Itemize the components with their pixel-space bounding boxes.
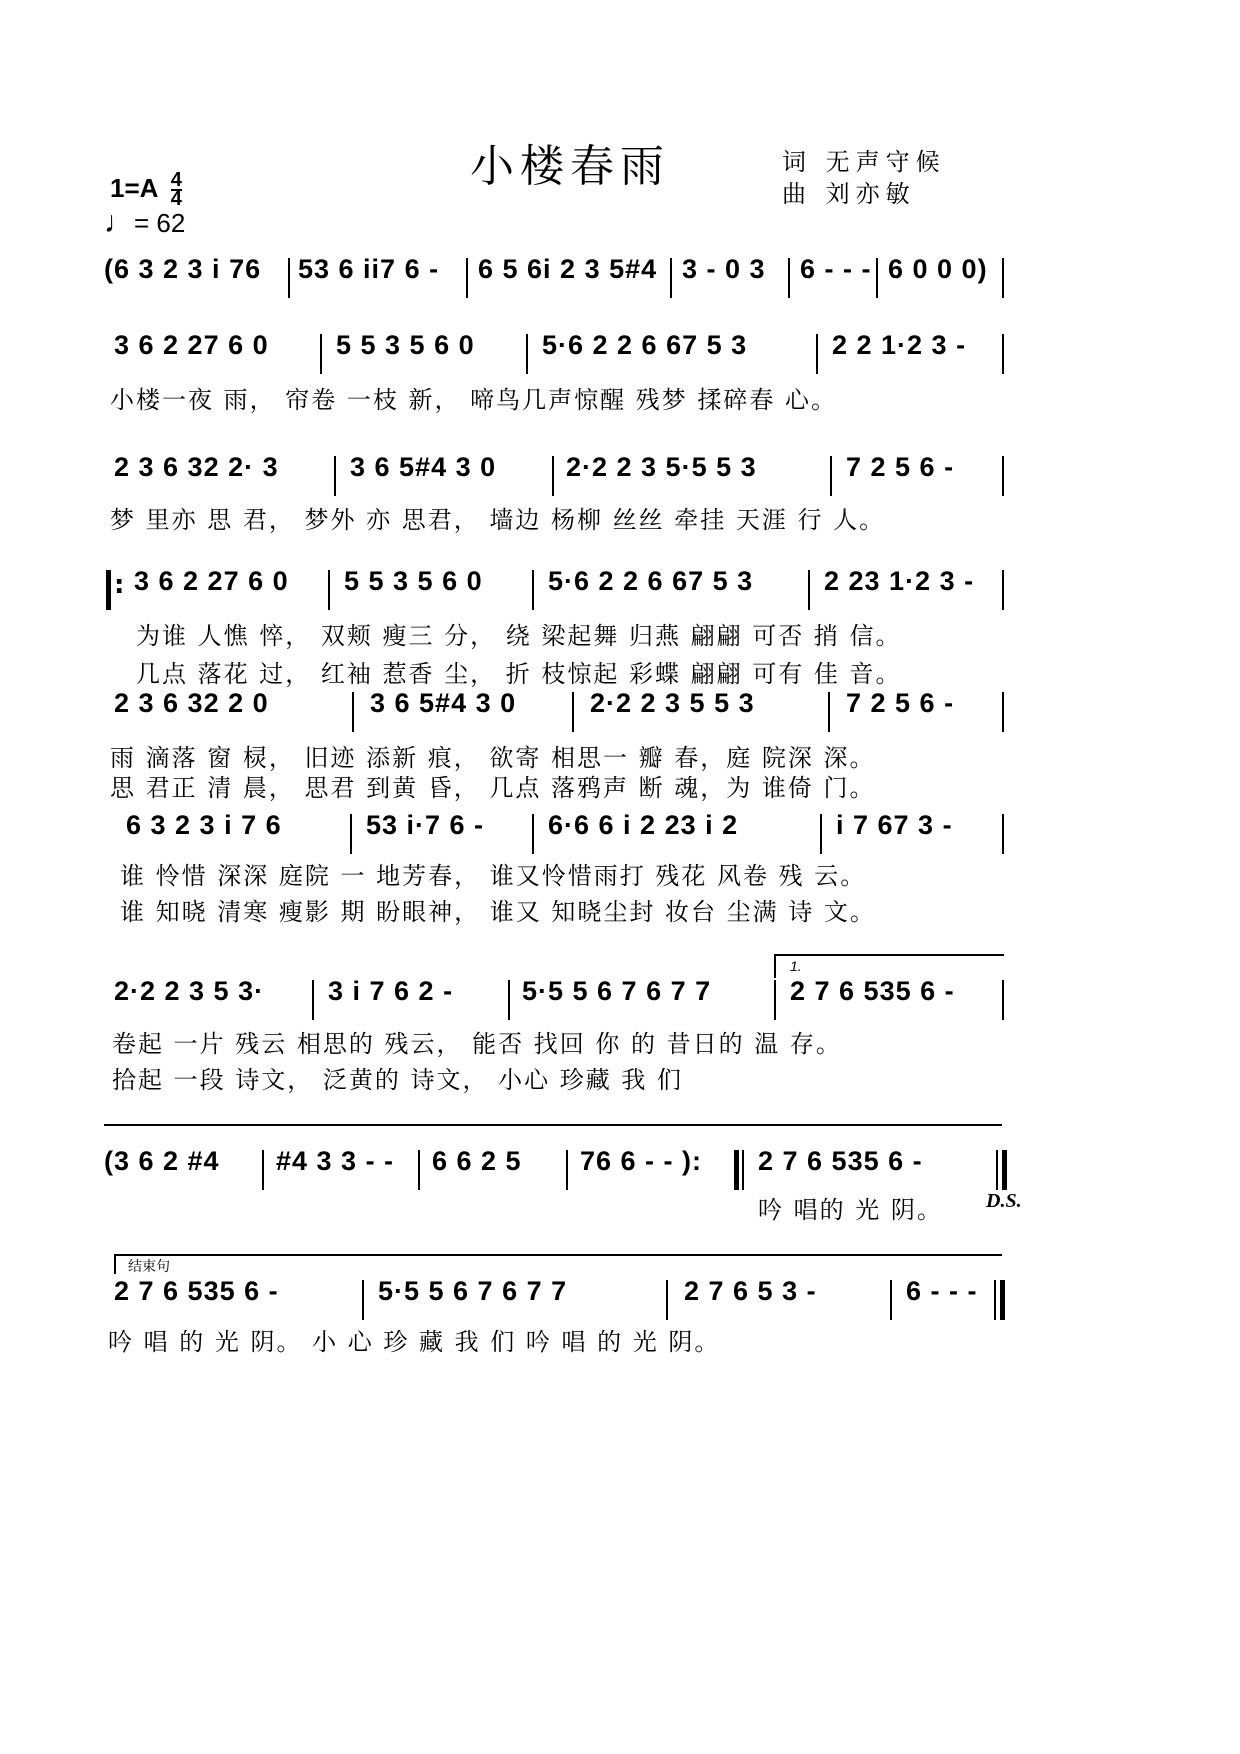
measure: 2 7 6 5 3 - xyxy=(684,1276,817,1306)
final-barline xyxy=(1000,1280,1005,1320)
barline xyxy=(532,814,534,854)
barline xyxy=(352,692,354,732)
measure: 2 23 1·2 3 - xyxy=(824,566,975,596)
barline xyxy=(820,814,822,854)
measure: 5·5 5 6 7 6 7 7 xyxy=(522,976,712,1006)
measure: 6 3 2 3 i 7 6 xyxy=(126,810,282,840)
measure: 53 6 ii7 6 - xyxy=(298,254,440,284)
staff-line-interlude xyxy=(0,1146,1240,1196)
lyric-line: 吟 唱的 光 阴。 xyxy=(758,1196,943,1224)
measure: 7 2 5 6 - xyxy=(846,452,955,482)
song-title: 小楼春雨 xyxy=(470,141,670,192)
measure: 7 2 5 6 - xyxy=(846,688,955,718)
measure: 2 3 6 32 2· 3 xyxy=(114,452,279,482)
measure: 5 5 3 5 6 0 xyxy=(336,330,475,360)
coda-bracket xyxy=(114,1254,1002,1274)
barline xyxy=(552,456,554,496)
time-sig-bottom: 4 xyxy=(170,188,182,210)
lyric-line: 吟 唱 的 光 阴。 小 心 珍 藏 我 们 吟 唱 的 光 阴。 xyxy=(108,1328,721,1356)
lyric-verse-1: 卷起 一片 残云 相思的 残云， 能否 找回 你 的 昔日的 温 存。 xyxy=(112,1030,842,1058)
staff-line xyxy=(0,976,1240,1026)
barline xyxy=(532,570,534,610)
barline xyxy=(994,1280,996,1320)
barline xyxy=(312,980,314,1020)
barline xyxy=(262,1150,264,1190)
staff-line-intro xyxy=(0,254,1240,304)
barline xyxy=(808,570,810,610)
measure: 2·2 2 3 5·5 5 3 xyxy=(566,452,757,482)
repeat-dots-icon: : xyxy=(114,570,125,600)
tempo-marking xyxy=(104,206,185,240)
repeat-end-barline xyxy=(734,1150,739,1190)
barline xyxy=(666,1280,668,1320)
interlude-bracket xyxy=(104,1124,1002,1126)
barline xyxy=(288,258,290,298)
measure: 2 7 6 535 6 - xyxy=(114,1276,279,1306)
measure: 2 7 6 535 6 - xyxy=(758,1146,923,1176)
staff-line-coda xyxy=(0,1276,1240,1326)
measure: 5 5 3 5 6 0 xyxy=(344,566,483,596)
barline xyxy=(334,456,336,496)
barline xyxy=(670,258,672,298)
measure: 6·6 6 i 2 23 i 2 xyxy=(548,810,739,840)
barline xyxy=(526,334,528,374)
measure: 3 6 5#4 3 0 xyxy=(370,688,517,718)
measure: 3 i 7 6 2 - xyxy=(328,976,454,1006)
measure: 2 7 6 535 6 - xyxy=(790,976,955,1006)
barline xyxy=(566,1150,568,1190)
barline xyxy=(774,980,776,1020)
measure: 2·2 2 3 5 5 3 xyxy=(590,688,755,718)
lyric-verse-2: 几点 落花 过， 红袖 惹香 尘， 折 枝惊起 彩蝶 翩翩 可有 佳 音。 xyxy=(136,660,902,688)
barline xyxy=(1002,814,1004,854)
quarter-note-icon: ♩ xyxy=(104,206,134,239)
staff-line xyxy=(0,688,1240,738)
barline xyxy=(830,456,832,496)
first-ending-label: 1. xyxy=(790,958,802,974)
lyric-verse-2: 思 君正 清 晨， 思君 到黄 昏， 几点 落鸦声 断 魂，为 谁倚 门。 xyxy=(110,774,876,802)
lyric-verse-1: 为谁 人憔 悴， 双颊 瘦三 分， 绕 梁起舞 归燕 翩翩 可否 捎 信。 xyxy=(136,622,902,650)
lyric-verse-1: 雨 滴落 窗 棂， 旧迹 添新 痕， 欲寄 相思一 瓣 春，庭 院深 深。 xyxy=(110,744,876,772)
measure: (6 3 2 3 i 76 xyxy=(104,254,262,284)
measure: 76 6 - - ): xyxy=(580,1146,703,1176)
barline xyxy=(1002,334,1004,374)
barline xyxy=(816,334,818,374)
measure: 6 5 6i 2 3 5#4 xyxy=(478,254,658,284)
dal-segno-mark: D.S. xyxy=(986,1190,1022,1212)
lyric-verse-2: 拾起 一段 诗文， 泛黄的 诗文， 小心 珍藏 我 们 xyxy=(112,1066,684,1094)
repeat-start-barline xyxy=(106,570,111,610)
barline xyxy=(1002,980,1004,1020)
staff-line xyxy=(0,452,1240,502)
first-ending-bracket xyxy=(774,954,1004,978)
staff-line-repeat-start xyxy=(0,566,1240,616)
key-signature xyxy=(110,169,182,210)
lyric-verse-2: 谁 知晓 清寒 瘦影 期 盼眼神， 谁又 知晓尘封 妆台 尘满 诗 文。 xyxy=(120,898,876,926)
end-barline xyxy=(1002,1150,1007,1190)
measure: 3 6 5#4 3 0 xyxy=(350,452,497,482)
measure: 5·6 2 2 6 67 5 3 xyxy=(548,566,754,596)
barline xyxy=(418,1150,420,1190)
barline xyxy=(1002,258,1004,298)
composer-credit: 曲 刘亦敏 xyxy=(782,180,916,208)
time-signature xyxy=(170,169,182,210)
barline xyxy=(508,980,510,1020)
key-label: 1=A xyxy=(110,172,158,203)
barline xyxy=(1002,456,1004,496)
lyricist-credit: 词 无声守候 xyxy=(782,148,946,176)
measure: 2·2 2 3 5 3· xyxy=(114,976,265,1006)
barline xyxy=(572,692,574,732)
lyric-line: 梦 里亦 思 君， 梦外 亦 思君， 墙边 杨柳 丝丝 牵挂 天涯 行 人。 xyxy=(110,506,886,534)
barline xyxy=(1002,692,1004,732)
staff-line xyxy=(0,330,1240,380)
measure: 53 i·7 6 - xyxy=(366,810,485,840)
barline xyxy=(876,258,878,298)
barline xyxy=(742,1150,744,1190)
lyric-line: 小楼一夜 雨， 帘卷 一枝 新， 啼鸟几声惊醒 残梦 揉碎春 心。 xyxy=(110,386,838,414)
measure: 6 - - - xyxy=(800,254,872,284)
barline xyxy=(362,1280,364,1320)
measure: 5·6 2 2 6 67 5 3 xyxy=(542,330,748,360)
barline xyxy=(328,570,330,610)
measure: 6 - - - xyxy=(906,1276,978,1306)
measure: 3 6 2 27 6 0 xyxy=(114,330,269,360)
barline xyxy=(788,258,790,298)
time-sig-top: 4 xyxy=(170,169,182,191)
measure: 5·5 5 6 7 6 7 7 xyxy=(378,1276,568,1306)
measure: 3 6 2 27 6 0 xyxy=(134,566,289,596)
barline xyxy=(996,1150,998,1190)
measure: #4 3 3 - - xyxy=(276,1146,395,1176)
barline xyxy=(350,814,352,854)
measure: 2 3 6 32 2 0 xyxy=(114,688,269,718)
measure: 2 2 1·2 3 - xyxy=(832,330,967,360)
staff-line xyxy=(0,810,1240,860)
measure: (3 6 2 #4 xyxy=(104,1146,220,1176)
barline xyxy=(1002,570,1004,610)
barline xyxy=(828,692,830,732)
tempo-value: = 62 xyxy=(134,208,186,238)
lyric-verse-1: 谁 怜惜 深深 庭院 一 地芳春， 谁又怜惜雨打 残花 风卷 残 云。 xyxy=(120,862,867,890)
measure: 6 0 0 0) xyxy=(888,254,988,284)
barline xyxy=(466,258,468,298)
barline xyxy=(320,334,322,374)
coda-label: 结束句 xyxy=(128,1259,170,1275)
barline xyxy=(890,1280,892,1320)
measure: 3 - 0 3 xyxy=(682,254,766,284)
measure: 6 6 2 5 xyxy=(432,1146,522,1176)
measure: i 7 67 3 - xyxy=(836,810,953,840)
